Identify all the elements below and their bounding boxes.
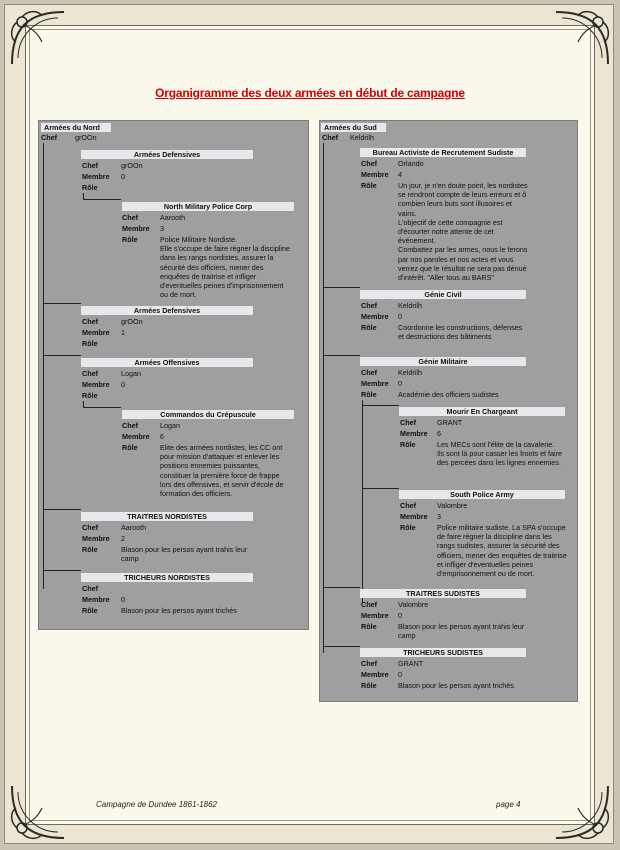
membre-label: Membre	[82, 595, 110, 604]
nord-unit-name: TRICHEURS NORDISTES	[81, 573, 253, 582]
chef-label: Chef	[82, 523, 98, 532]
connector-line	[83, 407, 121, 408]
role-value: Les MECs sont l'élite de la cavalerie. Ils sont là pour casser les fronts et faire des percées dans les lignes ennemies.	[437, 440, 563, 468]
membre-label: Membre	[361, 312, 389, 321]
membre-value: 0	[398, 670, 402, 679]
role-value: Blason pour les persos ayant trichés	[398, 681, 514, 690]
connector-line	[323, 646, 360, 647]
sud-unit-name: South Police Army	[399, 490, 565, 499]
role-value: Coordonne les constructions, défenses et destructions des bâtiments	[398, 323, 523, 342]
chef-label: Chef	[82, 317, 98, 326]
nord-unit-name: Armées Defensives	[81, 306, 253, 315]
role-value: Police militaire sudiste. La SPA s'occupe de faire régner la discipline dans les rangs sudistes, assurer la sécurité des officiers, mener des enquêtes de traitrise et infliger d'eventuelles peines d'emprisonnement ou de mort.	[437, 523, 567, 579]
footer-page-number: page 4	[496, 800, 521, 809]
role-label: Rôle	[361, 181, 377, 190]
connector-line	[362, 488, 399, 489]
membre-label: Membre	[82, 172, 110, 181]
sud-unit-name: Génie Militaire	[360, 357, 526, 366]
corner-ornament-icon	[552, 8, 612, 68]
sud-unit-name: Génie Civil	[360, 290, 526, 299]
nord-chef-value: grOOn	[75, 133, 97, 142]
role-value: Académie des officiers sudistes	[398, 390, 499, 399]
nord-unit-name: North Military Police Corp	[122, 202, 294, 211]
sud-army-name: Armées du Sud	[321, 123, 386, 132]
chef-label: Chef	[82, 161, 98, 170]
chef-value: GRANT	[437, 418, 463, 427]
connector-line	[83, 199, 121, 200]
chef-label: Chef	[82, 584, 98, 593]
membre-value: 0	[121, 380, 125, 389]
connector-line	[323, 587, 360, 588]
role-label: Rôle	[82, 339, 98, 348]
sud-unit-name: TRICHEURS SUDISTES	[360, 648, 526, 657]
membre-label: Membre	[400, 429, 428, 438]
role-value: Blason pour les persos ayant trichés	[121, 606, 237, 615]
chef-value: Keldrilh	[398, 301, 422, 310]
sud-unit-name: Mourir En Chargeant	[399, 407, 565, 416]
chef-value: Aarooth	[160, 213, 186, 222]
membre-label: Membre	[361, 170, 389, 179]
chef-value: Logan	[121, 369, 141, 378]
role-value: Police Militaire Nordiste. Elle s'occupe de faire régner la discipline dans les rangs nordistes, assurer la sécurité des officiers, mener des enquêtes de traitrise et infliger d'eventuelles peines d'imprisonnement ou de mort.	[160, 235, 291, 300]
chef-value: Valombre	[398, 600, 429, 609]
membre-label: Membre	[82, 380, 110, 389]
membre-value: 3	[160, 224, 164, 233]
role-label: Rôle	[82, 391, 98, 400]
membre-value: 1	[121, 328, 125, 337]
chef-label: Chef	[122, 213, 138, 222]
role-value: Elite des armées nordistes, les CC ont pour mission d'attaquer et enlever les positions ennemies puissantes, constituer la première force de frappe lors des offensives, et servir d'école de formation des officiers.	[160, 443, 284, 499]
sud-unit-name: Bureau Activiste de Recrutement Sudiste	[360, 148, 526, 157]
membre-label: Membre	[82, 534, 110, 543]
corner-ornament-icon	[8, 8, 68, 68]
connector-line	[43, 570, 81, 571]
membre-value: 3	[437, 512, 441, 521]
chef-value: grOOn	[121, 161, 143, 170]
role-value: Blason pour les persos ayant trahis leur camp	[398, 622, 525, 641]
chef-value: Keldrilh	[398, 368, 422, 377]
connector-line	[362, 405, 399, 406]
sud-chef-label: Chef	[322, 133, 338, 142]
membre-value: 6	[437, 429, 441, 438]
chef-label: Chef	[82, 369, 98, 378]
chef-label: Chef	[122, 421, 138, 430]
membre-label: Membre	[82, 328, 110, 337]
membre-value: 0	[398, 379, 402, 388]
connector-line	[43, 303, 81, 304]
connector-line	[43, 355, 81, 356]
role-label: Rôle	[122, 235, 138, 244]
membre-value: 0	[398, 611, 402, 620]
membre-value: 2	[121, 534, 125, 543]
nord-org-chart	[38, 120, 309, 630]
membre-value: 0	[121, 172, 125, 181]
nord-unit-name: TRAITRES NORDISTES	[81, 512, 253, 521]
membre-label: Membre	[122, 432, 150, 441]
chef-value: grOOn	[121, 317, 143, 326]
chef-label: Chef	[361, 159, 377, 168]
chef-value: Valombre	[437, 501, 468, 510]
membre-value: 6	[160, 432, 164, 441]
nord-army-name: Armées du Nord	[41, 123, 111, 132]
nord-unit-name: Armées Offensives	[81, 358, 253, 367]
chef-value: Orlando	[398, 159, 424, 168]
role-value: Blason pour les persos ayant trahis leur camp	[121, 545, 248, 564]
chef-value: Logan	[160, 421, 180, 430]
role-label: Rôle	[361, 681, 377, 690]
membre-label: Membre	[400, 512, 428, 521]
membre-label: Membre	[122, 224, 150, 233]
chef-label: Chef	[361, 600, 377, 609]
membre-label: Membre	[361, 611, 389, 620]
role-label: Rôle	[122, 443, 138, 452]
role-label: Rôle	[82, 545, 98, 554]
role-label: Rôle	[361, 390, 377, 399]
membre-value: 4	[398, 170, 402, 179]
membre-label: Membre	[361, 379, 389, 388]
membre-label: Membre	[361, 670, 389, 679]
role-label: Rôle	[361, 622, 377, 631]
chef-label: Chef	[400, 418, 416, 427]
connector-line	[43, 509, 81, 510]
sud-trunk-line	[323, 143, 324, 653]
role-label: Rôle	[400, 523, 416, 532]
membre-value: 0	[398, 312, 402, 321]
connector-line	[362, 400, 363, 603]
nord-chef-label: Chef	[41, 133, 57, 142]
connector-line	[323, 287, 360, 288]
connector-line	[323, 355, 360, 356]
footer-campaign-name: Campagne de Dundee 1861-1862	[96, 800, 217, 809]
role-value: Un jour, je n'en doute point, les nordistes se rendront compte de leurs erreurs et ô combien leurs buts sont illusoires et vains. L'objectif de cette compagnie est d'écourter notre attente de cet événement. Combattez par les armes, nous le ferons par nos paroles et nos actes et vous verrez que le résultat ne sera pas dénué d'intérêt. "Aller tous au BARS"	[398, 181, 528, 283]
role-label: Rôle	[82, 606, 98, 615]
role-label: Rôle	[400, 440, 416, 449]
chef-label: Chef	[361, 301, 377, 310]
corner-ornament-icon	[552, 782, 612, 842]
role-label: Rôle	[361, 323, 377, 332]
role-label: Rôle	[82, 183, 98, 192]
chef-value: Aarooth	[121, 523, 147, 532]
chef-label: Chef	[400, 501, 416, 510]
nord-unit-name: Armées Defensives	[81, 150, 253, 159]
membre-value: 0	[121, 595, 125, 604]
sud-unit-name: TRAITRES SUDISTES	[360, 589, 526, 598]
nord-trunk-line	[43, 143, 44, 589]
chef-label: Chef	[361, 368, 377, 377]
chef-label: Chef	[361, 659, 377, 668]
sud-org-chart	[319, 120, 578, 702]
chef-value: GRANT	[398, 659, 424, 668]
nord-unit-name: Commandos du Crépuscule	[122, 410, 294, 419]
corner-ornament-icon	[8, 782, 68, 842]
sud-chef-value: Keldrilh	[350, 133, 374, 142]
page-title: Organigramme des deux armées en début de campagne	[155, 86, 465, 100]
